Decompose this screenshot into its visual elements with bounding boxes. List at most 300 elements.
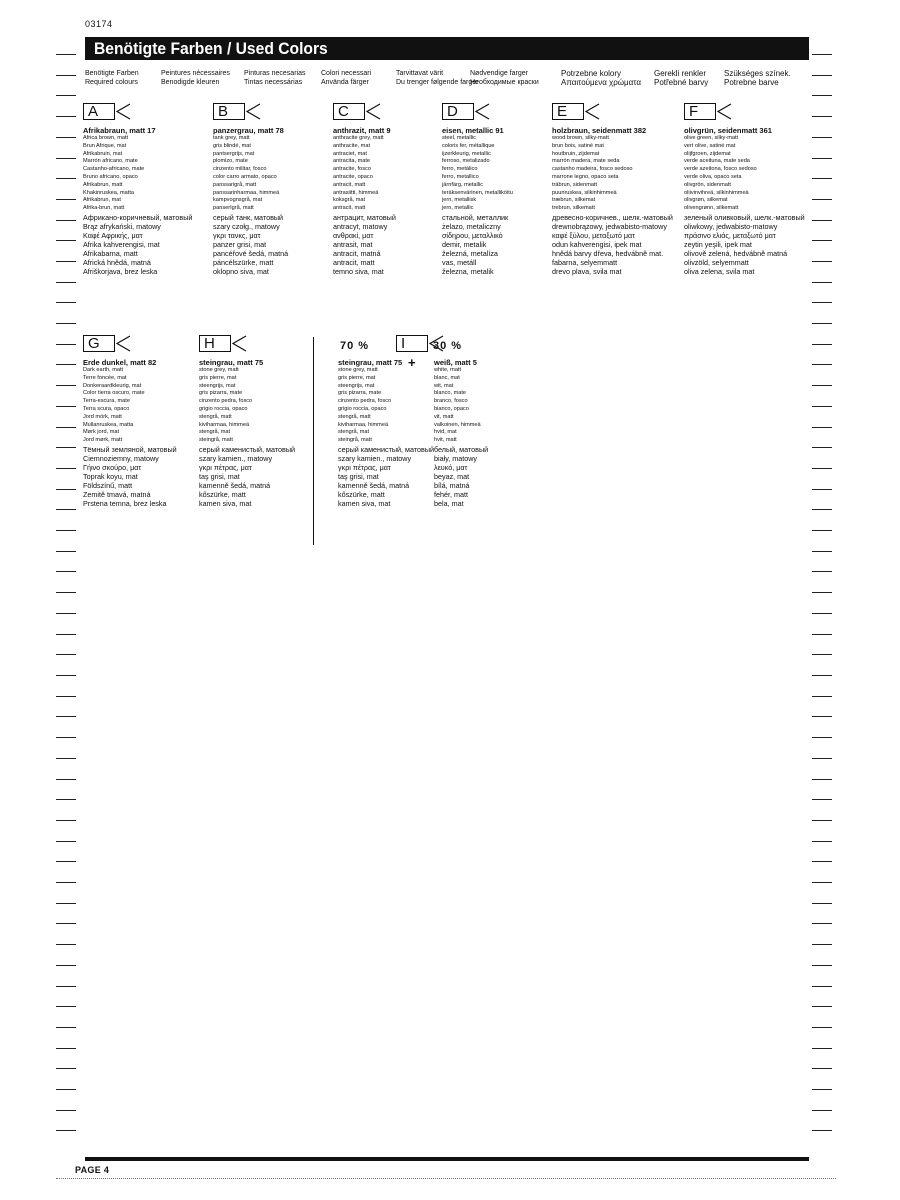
color-name: Erde dunkel, matt 82 xyxy=(83,358,157,367)
color-name: olivgrün, seidenmatt 361 xyxy=(684,126,772,135)
translation-line: γκρι τανκς, ματ xyxy=(213,230,261,240)
translation-line: koksgrå, mat xyxy=(333,197,366,204)
translation-line: λευκό, ματ xyxy=(434,462,468,472)
translation-line: vas, metáll xyxy=(442,257,477,267)
language-column xyxy=(321,69,371,87)
translation-line: серый каменистый, матовый xyxy=(338,444,435,454)
margin-tick xyxy=(812,1006,832,1007)
language-label: Benodigde kleuren xyxy=(161,79,220,86)
margin-tick xyxy=(56,882,76,883)
color-name: Afrikabraun, matt 17 xyxy=(83,126,156,135)
translation-line: Jord mørk, matt xyxy=(83,437,123,444)
translation-line: Bruno africano, opaco xyxy=(83,173,138,180)
translation-line: Afrikabrun, matt xyxy=(83,181,123,188)
translation-line: olivově zelená, hedvábně matná xyxy=(684,248,788,258)
document-number: 03174 xyxy=(85,19,113,29)
language-label: Du trenger følgende farger xyxy=(396,79,479,86)
margin-tick xyxy=(812,137,832,138)
translation-line: vit, matt xyxy=(434,413,454,420)
translation-line: anthracite, mat xyxy=(333,142,370,149)
translation-line: antracite, fosco xyxy=(333,166,371,173)
translation-line: stone grey, matt xyxy=(199,367,239,373)
translation-line: bianco, opaco xyxy=(434,405,469,412)
margin-tick xyxy=(56,54,76,55)
translation-line: blanco, mate xyxy=(434,390,467,397)
translation-line: hnědá barvy dřeva, hedvábně mat. xyxy=(552,248,664,258)
margin-tick xyxy=(56,158,76,159)
translation-line: γκρι πέτρας, ματ xyxy=(338,462,391,472)
margin-tick xyxy=(56,965,76,966)
margin-tick xyxy=(56,861,76,862)
margin-tick xyxy=(812,613,832,614)
translation-line: Földszínű, matt xyxy=(83,480,133,490)
margin-tick xyxy=(812,1110,832,1111)
translation-line: gris blindé, mat xyxy=(213,142,251,149)
margin-tick xyxy=(56,779,76,780)
footer-bar xyxy=(85,1157,809,1161)
language-label: Необходимые краски xyxy=(470,79,539,86)
color-section-i xyxy=(338,335,538,508)
translation-line: Африкано-коричневый, матовый xyxy=(83,212,193,222)
translation-line: Terra scura, opaco xyxy=(83,405,130,412)
translation-line: pantsergrijs, mat xyxy=(213,150,255,157)
margin-tick xyxy=(812,779,832,780)
margin-tick xyxy=(812,737,832,738)
mix-percent-right: 30 % xyxy=(433,340,463,352)
margin-tick xyxy=(56,116,76,117)
translation-line: Khakinruskea, matta xyxy=(83,189,134,196)
column-divider xyxy=(313,337,314,545)
margin-tick xyxy=(56,841,76,842)
margin-tick xyxy=(56,406,76,407)
language-column xyxy=(724,69,791,87)
margin-tick xyxy=(56,675,76,676)
translation-line: antrasit, mat xyxy=(333,239,373,249)
translation-line: stengrå, mat xyxy=(338,429,370,436)
translation-line: taş grisi, mat xyxy=(199,471,240,481)
language-label: Potrebne barve xyxy=(724,78,779,87)
color-letter: G xyxy=(88,335,100,352)
margin-tick xyxy=(56,1048,76,1049)
language-column xyxy=(561,69,641,87)
color-section-g xyxy=(83,335,213,508)
translation-line: fehér, matt xyxy=(434,489,468,499)
margin-tick xyxy=(56,1027,76,1028)
translation-line: železna, metalik xyxy=(442,266,494,276)
margin-tick xyxy=(56,1006,76,1007)
color-letter: B xyxy=(218,103,229,120)
arrow-marker-icon xyxy=(473,103,491,120)
margin-tick xyxy=(56,427,76,428)
translation-line: kamen siva, mat xyxy=(338,498,391,508)
margin-tick xyxy=(812,758,832,759)
language-column xyxy=(654,69,708,87)
left-margin-ticks xyxy=(56,0,78,1200)
translation-line: серый танк, матовый xyxy=(213,212,284,222)
language-label: Nødvendige farger xyxy=(470,70,528,77)
translation-line: cinzento pedra, fosco xyxy=(199,398,253,405)
color-name: steingrau, matt 75 xyxy=(199,358,264,367)
margin-tick xyxy=(812,903,832,904)
translation-line: kamen siva, mat xyxy=(199,498,252,508)
margin-tick xyxy=(56,613,76,614)
color-letter-box xyxy=(213,103,245,120)
translation-line: puunruskea, silkinhimmeä xyxy=(552,189,617,196)
margin-tick xyxy=(56,551,76,552)
language-label: Peintures nécessaires xyxy=(161,70,230,77)
color-name: anthrazit, matt 9 xyxy=(333,126,391,135)
translation-line: bela, mat xyxy=(434,498,464,508)
margin-tick xyxy=(56,986,76,987)
margin-tick xyxy=(812,841,832,842)
translation-line: antracit, matt xyxy=(333,181,366,188)
translation-line: beyaz, mat xyxy=(434,471,470,481)
translation-line: stengrå, matt xyxy=(199,413,232,420)
translation-line: odun kahverengisi, ipek mat xyxy=(552,239,642,249)
margin-tick xyxy=(812,220,832,221)
margin-tick xyxy=(812,654,832,655)
mix-plus-sign: + xyxy=(408,355,416,370)
color-name: weiß, matt 5 xyxy=(434,358,477,367)
translation-line: ferro, metallico xyxy=(442,173,479,180)
margin-tick xyxy=(812,944,832,945)
translation-line: ijzerkleurig, metallic xyxy=(442,150,491,157)
language-column xyxy=(85,69,139,87)
margin-tick xyxy=(812,923,832,924)
translation-line: coloris fer, métallique xyxy=(442,142,495,149)
margin-tick xyxy=(812,447,832,448)
translation-line: valkoinen, himmeä xyxy=(434,421,481,428)
translation-line: castanho madeira, fosco sedoso xyxy=(552,166,633,173)
arrow-marker-icon xyxy=(114,103,132,120)
right-margin-ticks xyxy=(812,0,834,1200)
language-label: Använda färger xyxy=(321,79,369,86)
footer-rule xyxy=(56,1178,836,1179)
color-section-e xyxy=(552,103,682,276)
translation-line: szary kamien., matowy xyxy=(338,453,412,463)
color-letter: E xyxy=(557,103,568,120)
margin-tick xyxy=(812,1027,832,1028)
color-letter: F xyxy=(689,103,699,120)
translation-line: серый каменистый, матовый xyxy=(199,444,296,454)
color-name: eisen, metallic 91 xyxy=(442,126,504,135)
margin-tick xyxy=(812,1068,832,1069)
color-section-b xyxy=(213,103,343,276)
color-letter-box xyxy=(442,103,474,120)
color-section-f xyxy=(684,103,814,276)
translation-line: Mørk jord, mat xyxy=(83,429,120,436)
translation-line: oliva zelena, svila mat xyxy=(684,266,755,276)
translation-line: Καφέ Αφρικής, ματ xyxy=(83,230,143,240)
arrow-marker-icon xyxy=(230,335,248,352)
margin-tick xyxy=(812,282,832,283)
translation-line: γκρι πέτρας, ματ xyxy=(199,462,252,472)
translation-line: стальной, металлик xyxy=(442,212,509,222)
translation-line: Africká hnědá, matná xyxy=(83,257,151,267)
translation-line: olijfgroen, zijdemat xyxy=(684,150,731,157)
translation-line: houtbruin, zijdemat xyxy=(552,150,600,157)
translation-line: järnfärg, metallic xyxy=(442,181,484,188)
translation-line: ανθρακί, ματ xyxy=(333,230,374,240)
translation-line: Γήινο σκούρο, ματ xyxy=(83,462,142,472)
color-letter-box xyxy=(333,103,365,120)
language-label: Colori necessari xyxy=(321,70,372,77)
margin-tick xyxy=(812,116,832,117)
translation-line: blanc, mat xyxy=(434,374,460,381)
margin-tick xyxy=(812,509,832,510)
translation-line: Terre foncée, mat xyxy=(83,374,127,381)
margin-tick xyxy=(56,489,76,490)
translation-line: páncélszürke, matt xyxy=(213,257,274,267)
translation-line: panzer grisi, mat xyxy=(213,239,267,249)
color-letter: C xyxy=(338,103,349,120)
margin-tick xyxy=(56,696,76,697)
translation-line: grigio roccia, opaco xyxy=(338,405,387,412)
margin-tick xyxy=(812,364,832,365)
page-title-bar xyxy=(85,37,809,60)
margin-tick xyxy=(812,1089,832,1090)
translation-line: Castanho-africano, mate xyxy=(83,166,145,173)
translation-line: πράσινο ελιάς, μεταξωτό ματ xyxy=(684,230,776,240)
translation-line: Afrikabarna, matt xyxy=(83,248,138,258)
language-label: Potřebné barvy xyxy=(654,78,709,87)
translation-line: wit, mat xyxy=(434,382,454,389)
translation-line: branco, fosco xyxy=(434,398,468,405)
margin-tick xyxy=(812,882,832,883)
translation-line: gris pierre, mat xyxy=(199,374,237,381)
translation-line: panserIgrå, matt xyxy=(213,205,254,212)
translation-line: olivzöld, selyemmatt xyxy=(684,257,749,267)
translation-line: gris pizarra, mate xyxy=(199,390,243,397)
translation-line: tank grey, matt xyxy=(213,135,250,141)
translation-line: drewnobrązowy, jedwabisto-matowy xyxy=(552,221,667,231)
margin-tick xyxy=(812,75,832,76)
margin-tick xyxy=(812,592,832,593)
color-name: steingrau, matt 75 xyxy=(338,358,403,367)
color-section-h xyxy=(199,335,329,508)
translation-line: zeytin yeşili, ipek mat xyxy=(684,239,752,249)
margin-tick xyxy=(812,240,832,241)
translation-line: panssarigrå, matt xyxy=(213,181,257,188)
translation-line: szary kamien., matowy xyxy=(199,453,273,463)
translation-line: gris pierre, mat xyxy=(338,374,376,381)
margin-tick xyxy=(56,820,76,821)
translation-line: olive green, silky-matt xyxy=(684,135,739,141)
color-letter: I xyxy=(401,335,406,352)
language-label: Benötigte Farben xyxy=(85,70,139,77)
margin-tick xyxy=(56,323,76,324)
color-letter-box xyxy=(552,103,584,120)
margin-tick xyxy=(812,716,832,717)
translation-line: taş grisi, mat xyxy=(338,471,379,481)
translation-line: white, matt xyxy=(434,367,462,373)
translation-line: Mullanruskea, matta xyxy=(83,421,134,428)
margin-tick xyxy=(812,158,832,159)
margin-tick xyxy=(56,220,76,221)
translation-line: anthracite grey, matt xyxy=(333,135,384,141)
margin-tick xyxy=(56,178,76,179)
translation-line: древесно-коричнев., шелк.-матовый xyxy=(552,212,673,222)
margin-tick xyxy=(56,199,76,200)
translation-line: pancéřové šedá, matná xyxy=(213,248,289,258)
translation-line: jern, metallic xyxy=(442,205,474,212)
arrow-marker-icon xyxy=(244,103,262,120)
margin-tick xyxy=(56,95,76,96)
translation-line: żelazo, metaliczny xyxy=(442,221,501,231)
translation-line: wood brown, silky-matt xyxy=(552,135,609,141)
margin-tick xyxy=(812,986,832,987)
translation-line: Jord mörk, matt xyxy=(83,413,122,420)
translation-line: oliivinvihreä, silkinhimmeä xyxy=(684,189,749,196)
language-label: Pinturas necesarias xyxy=(244,70,306,77)
translation-line: antracyt, matowy xyxy=(333,221,388,231)
margin-tick xyxy=(812,344,832,345)
color-letter-box xyxy=(684,103,716,120)
language-label: Tintas necessárias xyxy=(244,79,303,86)
margin-tick xyxy=(812,634,832,635)
translation-line: Prstena temna, brez leska xyxy=(83,498,167,508)
margin-tick xyxy=(812,199,832,200)
translation-line: σίδηρου, μεταλλικό xyxy=(442,230,503,240)
language-label: Potrzebne kolory xyxy=(561,69,622,78)
margin-tick xyxy=(56,261,76,262)
color-letter-box xyxy=(396,335,428,352)
translation-line: белый, матовый xyxy=(434,444,489,454)
margin-tick xyxy=(812,406,832,407)
translation-line: biały, matowy xyxy=(434,453,478,463)
language-column xyxy=(470,69,539,87)
margin-tick xyxy=(812,551,832,552)
margin-tick xyxy=(56,799,76,800)
translation-line: antracit, matná xyxy=(333,248,381,258)
translation-line: Тёмный земляной, матовый xyxy=(83,444,177,454)
arrow-marker-icon xyxy=(583,103,601,120)
margin-tick xyxy=(56,137,76,138)
margin-tick xyxy=(56,75,76,76)
translation-line: marrone legno, opaco seta xyxy=(552,173,619,180)
margin-tick xyxy=(56,1130,76,1131)
margin-tick xyxy=(812,95,832,96)
translation-line: Brun Afrique, mat xyxy=(83,142,127,149)
page-number: PAGE 4 xyxy=(75,1165,110,1175)
margin-tick xyxy=(56,385,76,386)
translation-line: plomizo, mate xyxy=(213,158,248,165)
translation-line: olivgrøn, silkemat xyxy=(684,197,728,204)
translation-line: Afrika-brun, matt xyxy=(83,205,125,212)
translation-line: fabarna, selyemmatt xyxy=(552,257,618,267)
margin-tick xyxy=(56,654,76,655)
translation-line: ferroso, metalizado xyxy=(442,158,490,165)
translation-line: stone grey, matt xyxy=(338,367,378,373)
translation-line: verde oliva, opaco seta xyxy=(684,173,742,180)
color-letter: H xyxy=(204,335,215,352)
translation-line: Afrikabruin, mat xyxy=(83,150,123,157)
translation-line: træbrun, silkemat xyxy=(552,197,596,204)
translation-line: železná, metalíza xyxy=(442,248,498,258)
translation-line: ferro, metálico xyxy=(442,166,478,173)
margin-tick xyxy=(56,571,76,572)
translation-line: зеленый оливковый, шелк.-матовый xyxy=(684,212,805,222)
margin-tick xyxy=(56,1110,76,1111)
margin-tick xyxy=(56,944,76,945)
translation-line: olivengrønn, silkematt xyxy=(684,205,739,212)
translation-line: grigio roccia, opaco xyxy=(199,405,248,412)
translation-line: drevo plava, svila mat xyxy=(552,266,622,276)
translation-line: stengrå, matt xyxy=(338,413,371,420)
language-column xyxy=(161,69,230,87)
translation-line: antracit, matt xyxy=(333,205,366,212)
margin-tick xyxy=(812,302,832,303)
language-column xyxy=(244,69,305,87)
translation-line: color carro armato, opaco xyxy=(213,173,277,180)
margin-tick xyxy=(56,737,76,738)
language-label: Gerekli renkler xyxy=(654,69,707,78)
mix-percent-left: 70 % xyxy=(340,340,370,352)
color-name: panzergrau, matt 78 xyxy=(213,126,284,135)
translation-line: marrón madera, mate seda xyxy=(552,158,620,165)
translation-line: vert olive, satiné mat xyxy=(684,142,736,149)
margin-tick xyxy=(812,696,832,697)
margin-tick xyxy=(812,820,832,821)
translation-line: kőszürke, matt xyxy=(199,489,246,499)
translation-line: steengrijs, mat xyxy=(199,382,236,389)
margin-tick xyxy=(812,54,832,55)
translation-line: kamenně šedá, matná xyxy=(338,480,410,490)
margin-tick xyxy=(812,861,832,862)
translation-line: cinzento pedra, fosco xyxy=(338,398,392,405)
translation-line: antraciet, mat xyxy=(333,150,367,157)
translation-line: stengrå, mat xyxy=(199,429,231,436)
translation-line: kőszürke, matt xyxy=(338,489,385,499)
translation-line: Color tierra oscuro, mate xyxy=(83,390,145,397)
translation-line: kampvognsgrå, mat xyxy=(213,197,263,204)
translation-line: Marrón africano, mate xyxy=(83,158,138,165)
translation-line: steel, metallic xyxy=(442,135,476,141)
translation-line: Dark earth, matt xyxy=(83,367,124,373)
translation-line: steingrå, matt xyxy=(199,437,233,444)
translation-line: oliwkowy, jedwabisto-matowy xyxy=(684,221,778,231)
translation-line: antracit, matt xyxy=(333,257,375,267)
margin-tick xyxy=(812,489,832,490)
margin-tick xyxy=(812,571,832,572)
color-name: holzbraun, seidenmatt 382 xyxy=(552,126,647,135)
translation-line: cinzento militar, fosco xyxy=(213,166,267,173)
language-label: Required colours xyxy=(85,79,138,86)
margin-tick xyxy=(812,530,832,531)
arrow-marker-icon xyxy=(364,103,382,120)
margin-tick xyxy=(812,1048,832,1049)
color-section-a xyxy=(83,103,213,276)
translation-line: Donkeraardkleurig, mat xyxy=(83,382,142,389)
margin-tick xyxy=(812,261,832,262)
translation-line: träbrun, sidenmatt xyxy=(552,181,598,188)
margin-tick xyxy=(56,447,76,448)
margin-tick xyxy=(56,530,76,531)
margin-tick xyxy=(56,634,76,635)
language-label: Απαιτούμενα χρώματα xyxy=(561,78,641,87)
margin-tick xyxy=(56,468,76,469)
translation-line: olivgrön, sidenmatt xyxy=(684,181,731,188)
margin-tick xyxy=(812,965,832,966)
translation-line: Brąz afrykański, matowy xyxy=(83,221,161,231)
margin-tick xyxy=(812,427,832,428)
language-column xyxy=(396,69,479,87)
margin-tick xyxy=(812,1130,832,1131)
language-label: Szükséges színek. xyxy=(724,69,791,78)
translation-line: demir, metalik xyxy=(442,239,487,249)
translation-line: hvid, mat xyxy=(434,429,457,436)
margin-tick xyxy=(56,509,76,510)
